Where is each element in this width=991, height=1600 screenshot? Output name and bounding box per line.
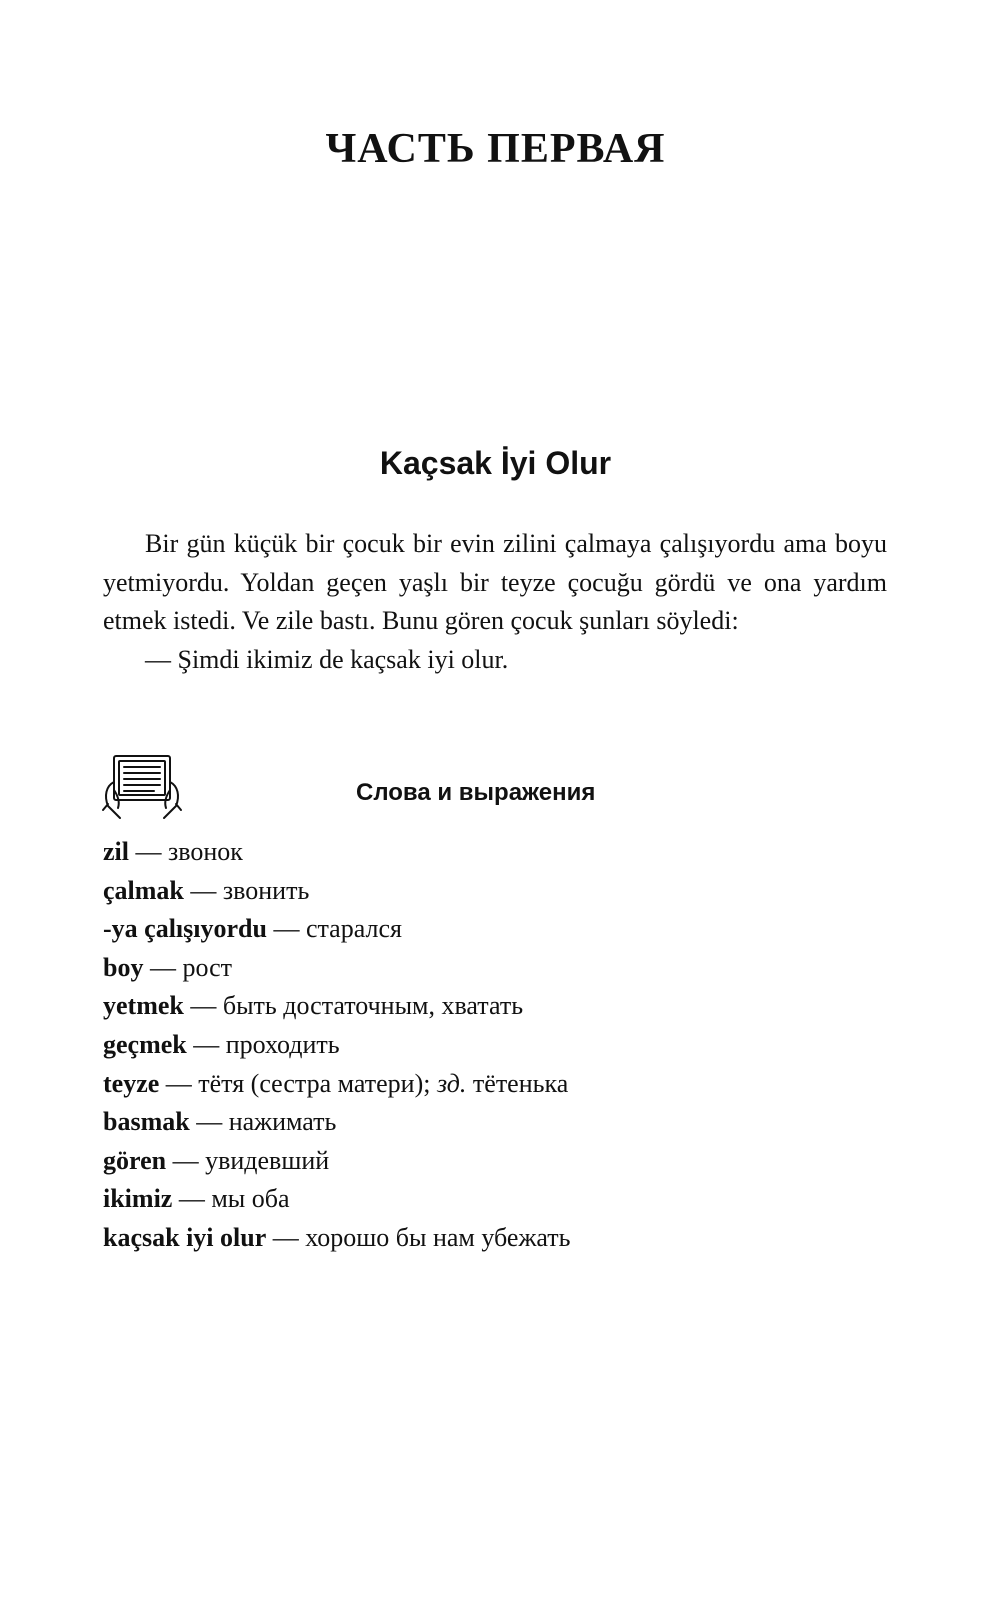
vocabulary-entry (103, 910, 571, 949)
vocabulary-translation: старался (305, 914, 402, 944)
vocabulary-translation-extra: тётенька (466, 1068, 569, 1098)
vocabulary-term: geçmek (103, 1029, 187, 1059)
vocabulary-entry (103, 1142, 571, 1181)
vocabulary-translation: хорошо бы нам убежать (305, 1222, 571, 1252)
vocabulary-entry (103, 1065, 571, 1104)
vocabulary-heading: Слова и выражения (356, 779, 596, 806)
part-title: ЧАСТЬ ПЕРВАЯ (325, 126, 666, 172)
vocabulary-translation: проходить (225, 1029, 340, 1059)
vocabulary-translation: мы оба (211, 1184, 290, 1214)
vocabulary-entry (103, 1219, 571, 1258)
vocabulary-entry (103, 1103, 571, 1142)
vocabulary-term: kaçsak iyi olur (103, 1222, 267, 1252)
vocabulary-translation: тётя (сестра матери); (198, 1068, 437, 1098)
vocabulary-translation: увидевший (205, 1145, 330, 1175)
vocabulary-term: çalmak (103, 875, 184, 905)
vocabulary-dash: — (166, 1145, 206, 1175)
story-title: Kaçsak İyi Olur (379, 445, 612, 481)
vocabulary-dash: — (159, 1068, 199, 1098)
vocabulary-dash: — (183, 991, 223, 1021)
story-paragraph: Bir gün küçük bir çocuk bir evin zilini çalmaya çalışıyordu ama boyu yetmiyordu. Yoldan geçen yaşlı bir teyze çocuğu gördü ve ona yardım etmek istedi. Ve zile bastı. Bunu gören çocuk şunları söyledi: (103, 529, 887, 635)
vocabulary-dash: — (266, 1222, 306, 1252)
vocabulary-entry (103, 872, 571, 911)
vocabulary-term: boy (103, 952, 144, 982)
vocabulary-dash: — (189, 1107, 229, 1137)
vocabulary-dash: — (143, 952, 183, 982)
vocabulary-translation: рост (182, 952, 233, 982)
vocabulary-term: teyze (103, 1068, 160, 1098)
vocabulary-term: -ya çalışıyordu (103, 914, 267, 944)
vocabulary-translation: быть достаточным, хватать (222, 991, 524, 1021)
vocabulary-entry (103, 949, 571, 988)
vocabulary-translation: звонок (168, 837, 243, 866)
vocabulary-translation: звонить (222, 875, 310, 905)
vocabulary-term: gören (103, 1145, 167, 1175)
vocabulary-term: ikimiz (103, 1184, 173, 1214)
story-dialog: — Şimdi ikimiz de kaçsak iyi olur. (145, 644, 509, 674)
story-text (103, 525, 887, 679)
vocabulary-term: yetmek (103, 991, 184, 1021)
vocabulary-note: зд. (436, 1068, 467, 1098)
vocabulary-dash: — (183, 875, 223, 905)
vocabulary-term: zil (103, 837, 129, 866)
vocabulary-entry (103, 1180, 571, 1219)
vocabulary-entry (103, 987, 571, 1026)
vocabulary-dash: — (129, 837, 168, 866)
book-reading-icon (100, 752, 184, 824)
vocabulary-list (103, 833, 571, 1258)
vocabulary-translation: нажимать (228, 1107, 337, 1137)
vocabulary-dash: — (266, 914, 306, 944)
vocabulary-entry (103, 833, 571, 872)
vocabulary-entry (103, 1026, 571, 1065)
vocabulary-dash: — (172, 1184, 212, 1214)
vocabulary-term: basmak (103, 1107, 190, 1137)
vocabulary-dash: — (186, 1029, 226, 1059)
